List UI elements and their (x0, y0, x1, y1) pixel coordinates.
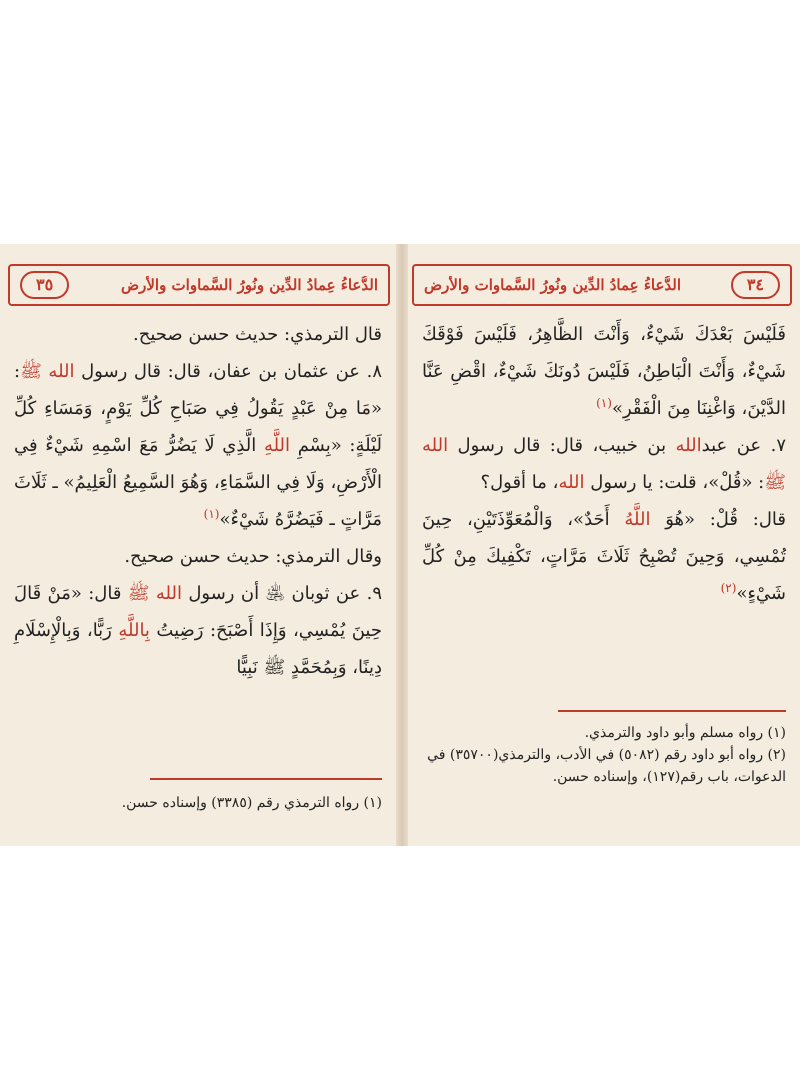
right-page-header (412, 264, 792, 306)
text-run: ٩. عن ثوبان ﵁ أن رسول (182, 583, 383, 604)
paragraph (14, 575, 382, 686)
text-run: قال: قُلْ: «هُوَ (650, 509, 786, 530)
highlighted-text: الله ﷺ (127, 583, 182, 604)
highlighted-text: الله ﷺ (422, 435, 786, 493)
text-run: الَّذِي لَا يَضُرُّ مَعَ اسْمِهِ شَيْءٌ فِي الْأَرْضِ، وَلَا فِي السَّمَاءِ، وَهُوَ السَّمِيعُ الْعَلِيمُ» ـ ثَلَاثَ مَرَّاتٍ ـ فَيَضُرَّهُ شَيْءٌ» (14, 435, 382, 530)
text-run: أَحَدٌ»، وَالْمُعَوِّذَتَيْنِ، حِينَ تُمْسِي، وَحِينَ تُصْبِحُ ثَلَاثَ مَرَّاتٍ، تَكْفِيكَ مِنْ كُلِّ شَيْءٍ» (422, 509, 786, 604)
text-run: وقال الترمذي: حديث حسن صحيح. (124, 546, 382, 567)
left-page-footnotes (14, 792, 382, 814)
footnote: (١) رواه الترمذي رقم (٣٣٨٥) وإسناده حسن. (121, 795, 382, 811)
paragraph (14, 538, 382, 575)
right-page-footnotes (422, 722, 786, 788)
text-run: ، ما أقول؟ (480, 472, 559, 493)
footnote-ref: (٢) (720, 581, 737, 595)
text-run: قال: «مَنْ قَالَ حِينَ يُمْسِي، وَإِذَا أَصْبَحَ: رَضِيتُ (14, 583, 382, 641)
text-run: : «قُلْ»، قلت: يا رسول (584, 472, 765, 493)
highlighted-text: الله (558, 472, 585, 493)
footnote-ref: (١) (596, 396, 612, 410)
paragraph (14, 353, 382, 538)
highlighted-text: اللَّهُ (624, 509, 651, 530)
paragraph (422, 501, 786, 612)
highlighted-text: الله ﷺ (20, 361, 75, 382)
right-page-number: ٣٤ (731, 271, 780, 299)
text-run: فَلَيْسَ بَعْدَكَ شَيْءٌ، وَأَنْتَ الظَّاهِرُ، فَلَيْسَ فَوْقَكَ شَيْءٌ، وَأَنْتَ الْبَاطِنُ، فَلَيْسَ دُونَكَ شَيْءٌ، اقْضِ عَنَّا الدَّيْنَ، وَاغْنِنَا مِنَ الْفَقْرِ» (422, 324, 786, 419)
paragraph (422, 427, 786, 501)
left-page-header (8, 264, 390, 306)
right-page (408, 244, 800, 846)
text-run: ٧. عن عبد (701, 435, 786, 456)
highlighted-text: الله (675, 435, 702, 456)
text-run: قال الترمذي: حديث حسن صحيح. (133, 324, 382, 345)
footnote-ref: (١) (203, 507, 220, 521)
footnote: (٢) رواه أبو داود رقم (٥٠٨٢) في الأدب، والترمذي(٣٥٧٠٠) في الدعوات، باب رقم(١٢٧)، وإسناده حسن. (427, 747, 786, 785)
paragraph (14, 316, 382, 353)
right-footnote-rule (558, 710, 786, 712)
book-spread (0, 244, 800, 846)
text-run: بن خبيب، قال: قال رسول (448, 435, 676, 456)
text-run: : «مَا مِنْ عَبْدٍ يَقُولُ فِي صَبَاحِ كُلِّ يَوْمٍ، وَمَسَاءِ كُلِّ لَيْلَةٍ: «بِسْمِ (14, 361, 383, 456)
text-run: رَبًّا، وَبِالْإِسْلَامِ دِينًا، وَبِمُحَمَّدٍ ﷺ نَبِيًّا (14, 620, 382, 678)
highlighted-text: اللَّهِ (263, 435, 291, 456)
highlighted-text: بِاللَّهِ (118, 620, 150, 641)
paragraph (422, 316, 786, 427)
left-page-number: ٣٥ (20, 271, 69, 299)
left-page-header-title: الدُّعاءُ عِمادُ الدِّين ونُورُ السَّماوات والأرض (120, 276, 378, 294)
left-page-body (14, 316, 382, 686)
left-page (0, 244, 396, 846)
left-footnote-rule (150, 778, 382, 780)
right-page-header-title: الدُّعاءُ عِمادُ الدِّين ونُورُ السَّماوات والأرض (424, 276, 682, 294)
footnote: (١) رواه مسلم وأبو داود والترمذي. (584, 725, 786, 741)
text-run: ٨. عن عثمان بن عفان، قال: قال رسول (74, 361, 382, 382)
book-gutter (396, 244, 408, 846)
right-page-body (422, 316, 786, 612)
